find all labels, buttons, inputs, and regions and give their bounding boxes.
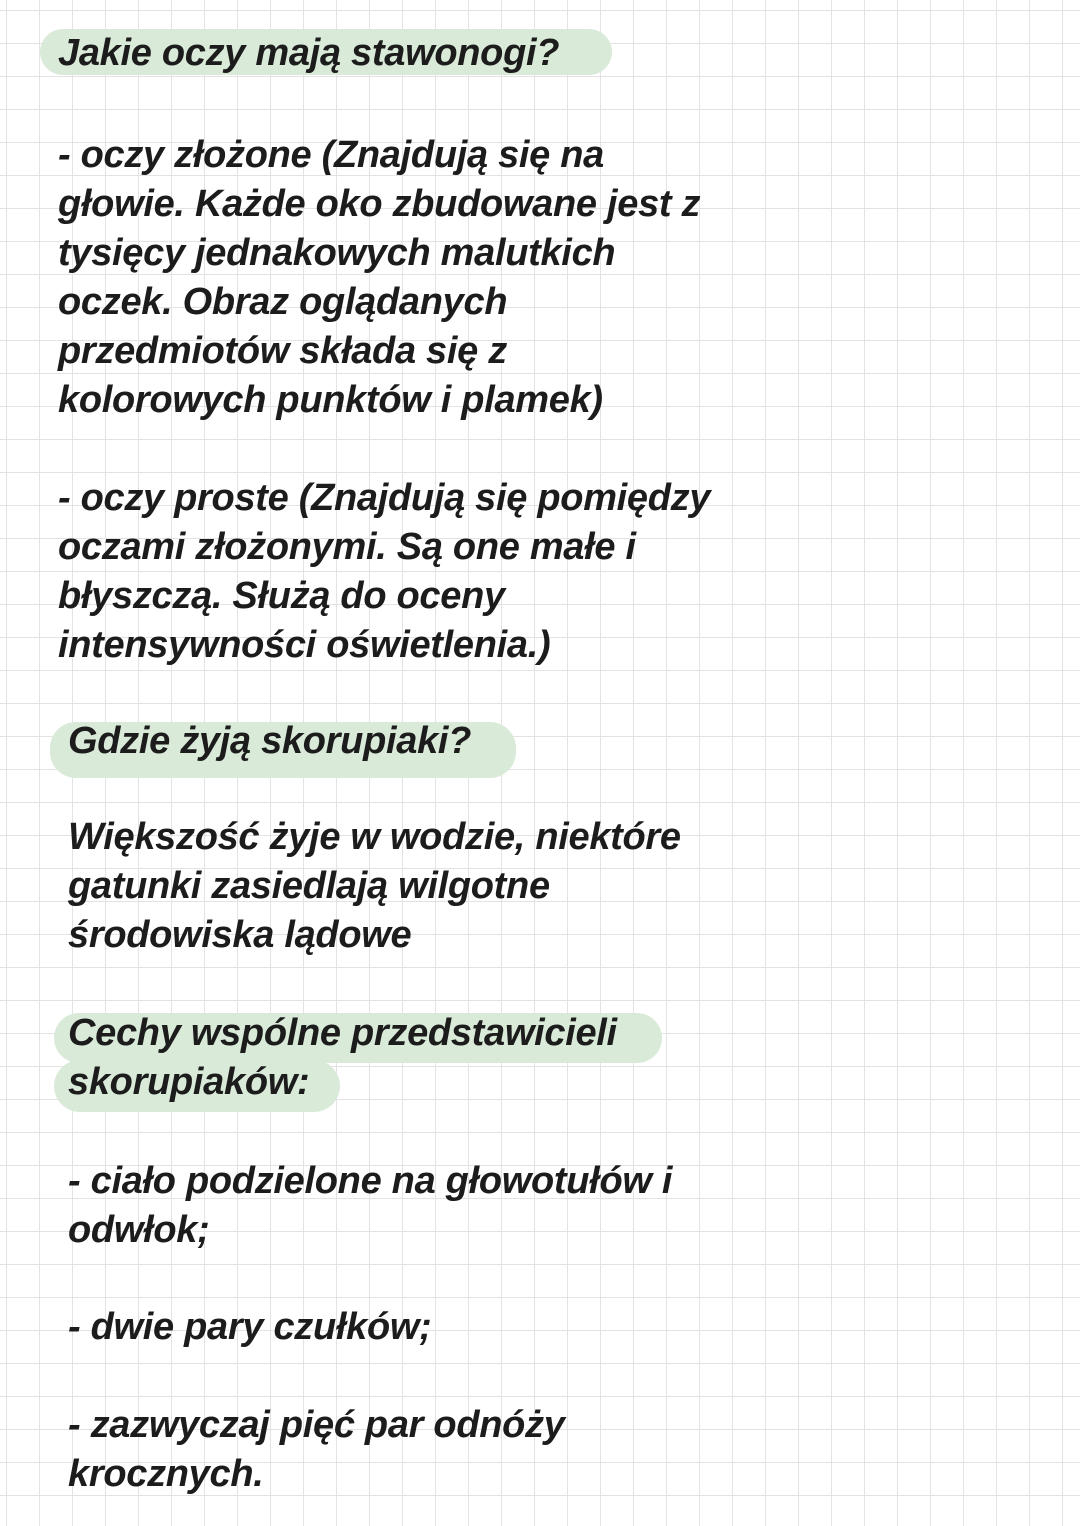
paragraph-line: - zazwyczaj pięć par odnóży xyxy=(68,1404,565,1446)
paragraph-line: błyszczą. Służą do oceny xyxy=(58,575,505,617)
paragraph-line: krocznych. xyxy=(68,1453,264,1495)
section-heading xyxy=(68,717,471,766)
paragraph-line: głowie. Każde oko zbudowane jest z xyxy=(58,183,701,225)
section-heading xyxy=(58,29,559,78)
heading-line: Jakie oczy mają stawonogi? xyxy=(58,32,560,74)
paragraph-simple-eyes xyxy=(58,474,710,670)
paragraph-line: Większość żyje w wodzie, niektóre xyxy=(68,816,681,858)
heading-line: skorupiaków: xyxy=(68,1061,310,1103)
paragraph-line: przedmiotów składa się z xyxy=(58,330,507,372)
paragraph-body-parts xyxy=(68,1157,672,1255)
paragraph-line: intensywności oświetlenia.) xyxy=(58,624,551,666)
section-heading xyxy=(68,1009,617,1107)
paragraph-line: oczami złożonymi. Są one małe i xyxy=(58,526,636,568)
paragraph-legs xyxy=(68,1401,565,1499)
paragraph-line: tysięcy jednakowych malutkich xyxy=(58,232,616,274)
heading-line: Gdzie żyją skorupiaki? xyxy=(68,720,472,762)
heading-line: Cechy wspólne przedstawicieli xyxy=(68,1012,617,1054)
paragraph-line: odwłok; xyxy=(68,1209,210,1251)
paragraph-line: - oczy złożone (Znajdują się na xyxy=(58,134,605,176)
paragraph-antennae xyxy=(68,1303,432,1352)
paragraph-habitat xyxy=(68,813,681,960)
paragraph-line: - oczy proste (Znajdują się pomiędzy xyxy=(58,477,711,519)
paragraph-line: środowiska lądowe xyxy=(68,914,412,956)
paragraph-line: oczek. Obraz oglądanych xyxy=(58,281,508,323)
paragraph-line: - dwie pary czułków; xyxy=(68,1306,432,1348)
paragraph-line: kolorowych punktów i plamek) xyxy=(58,379,603,421)
paragraph-compound-eyes xyxy=(58,131,700,425)
paragraph-line: gatunki zasiedlają wilgotne xyxy=(68,865,550,907)
paragraph-line: - ciało podzielone na głowotułów i xyxy=(68,1160,673,1202)
